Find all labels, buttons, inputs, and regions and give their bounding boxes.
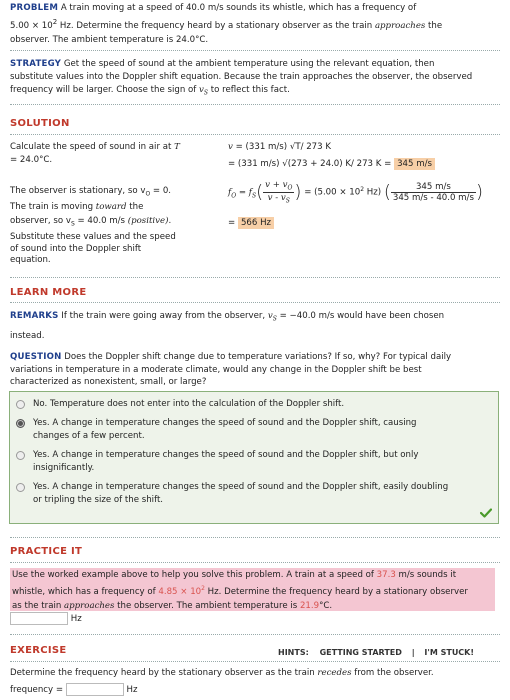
question-block — [10, 351, 500, 389]
paren-close-1: ) — [294, 181, 302, 203]
exercise-recedes: recedes — [317, 668, 352, 678]
frequency-input[interactable] — [66, 683, 124, 696]
option-3[interactable] — [16, 481, 486, 506]
learn-more-title: LEARN MORE — [10, 287, 87, 298]
doppler-fs-sub: S — [251, 192, 257, 200]
option-2-line-2: insignificantly. — [33, 462, 95, 473]
doppler-mid: = (5.00 × 10 — [304, 187, 361, 198]
eq1-v: v — [228, 142, 233, 152]
step3-line-3: equation. — [10, 255, 51, 265]
problem-text-1: A train moving at a speed of 40.0 m/s sounds its whistle, which has a frequency of — [60, 3, 417, 13]
strategy-block — [10, 58, 500, 100]
fraction-1 — [263, 180, 294, 204]
option-2-text — [33, 449, 418, 474]
remarks-label: REMARKS — [10, 311, 59, 321]
exercise-title: EXERCISE — [10, 645, 67, 656]
exercise-unit: Hz — [126, 685, 138, 695]
step2-text-2a: The train is moving — [10, 202, 96, 213]
step2-text-1: The observer is stationary, so v — [10, 186, 146, 196]
hint-separator: | — [411, 648, 415, 657]
practice-text-1a: Use the worked example above to help you solve this problem. A train at a speed of — [12, 570, 377, 580]
result-equals: = — [228, 218, 236, 228]
frac1-den-sub: S — [285, 197, 290, 205]
problem-text-2b: Hz. Determine the frequency heard by a stationary observer as the train — [57, 20, 375, 31]
exercise-answer-row — [10, 683, 138, 696]
practice-speed-value: 37.3 — [376, 570, 396, 580]
solution-step-3 — [10, 232, 210, 267]
remarks-var: v — [267, 311, 273, 321]
exercise-text — [10, 668, 500, 678]
divider-2 — [10, 104, 500, 105]
remarks-block — [10, 308, 500, 345]
option-2[interactable] — [16, 449, 486, 474]
option-1-line-1: Yes. A change in temperature changes the speed of sound and the Doppler shift, causing — [33, 418, 417, 428]
exercise-text-b: from the observer. — [351, 668, 434, 678]
step1-T: T — [174, 142, 180, 152]
fraction-2-num: 345 m/s — [391, 182, 476, 193]
step2-line-1 — [10, 185, 210, 201]
radio-option-1-selected[interactable] — [16, 419, 25, 428]
option-3-line-1: Yes. A change in temperature changes the speed of sound and the Doppler shift, easily doubling — [33, 482, 449, 492]
speed-result: 345 m/s — [394, 158, 435, 170]
remarks-line-2: instead. — [10, 330, 45, 341]
frac1-num-sub: O — [287, 184, 293, 192]
fraction-2-den: 345 m/s - 40.0 m/s — [392, 192, 474, 203]
problem-line-2 — [10, 15, 500, 33]
strategy-text-1: Get the speed of sound at the ambient temperature using the relevant equation, then — [63, 59, 435, 69]
practice-text-1b: m/s sounds it — [395, 570, 457, 580]
remarks-line-1 — [10, 308, 500, 328]
practice-text-3a: as the train — [12, 600, 65, 611]
option-0-text — [33, 398, 344, 410]
option-0-line-1: No. Temperature does not enter into the calculation of the Doppler shift. — [33, 399, 345, 409]
step2-toward: toward — [95, 202, 127, 213]
step2-text-3b: = 40.0 m/s — [74, 215, 128, 226]
practice-line-3 — [12, 599, 495, 613]
problem-text-2a: 5.00 × 10 — [10, 20, 53, 31]
eq1-rhs: = (331 m/s) √T/ 273 K — [235, 142, 331, 152]
problem-line-3: observer. The ambient temperature is 24.0°C. — [10, 34, 209, 45]
problem-line-1 — [10, 1, 500, 15]
option-1-line-2: changes of a few percent. — [33, 430, 145, 441]
strategy-sub: S — [203, 89, 209, 97]
practice-title: PRACTICE IT — [10, 546, 83, 557]
remarks-sub: S — [272, 315, 277, 323]
doppler-equation — [228, 180, 483, 204]
step2-text-2b: the — [126, 202, 144, 213]
step2-sub-s: S — [70, 220, 75, 228]
frac1-den-text: v - v — [267, 192, 286, 203]
divider-6 — [10, 537, 500, 538]
eq2-text: = (331 m/s) √(273 + 24.0) K/ 273 K = — [228, 159, 392, 169]
practice-temp-value: 21.9 — [299, 600, 320, 611]
radio-option-3[interactable] — [16, 483, 25, 492]
divider-8 — [10, 634, 500, 635]
divider-7 — [10, 562, 500, 563]
practice-frequency-value: 4.85 × 10 — [158, 586, 202, 597]
practice-text-2b: Hz. Determine the frequency heard by a stationary observer — [204, 586, 468, 597]
doppler-fs: = f — [238, 187, 252, 198]
doppler-mid-sup: 2 — [360, 185, 365, 193]
step1-text-a: Calculate the speed of sound in air at — [10, 142, 175, 152]
check-icon — [480, 508, 492, 518]
divider-4 — [10, 277, 500, 278]
divider-3 — [10, 134, 500, 135]
divider-9 — [10, 661, 500, 662]
option-2-line-1: Yes. A change in temperature changes the speed of sound and the Doppler shift, but only — [33, 450, 419, 460]
practice-text — [10, 568, 495, 611]
problem-block — [10, 1, 500, 47]
strategy-line-1 — [10, 58, 500, 71]
paren-open-2: ( — [383, 181, 391, 203]
practice-line-2 — [12, 582, 495, 599]
doppler-fo-sub: O — [231, 192, 237, 200]
option-3-line-2: or tripling the size of the shift. — [33, 494, 164, 505]
step2-sub-o: O — [145, 190, 151, 198]
problem-text-2c: the — [425, 20, 443, 31]
problem-approaches: approaches — [374, 20, 426, 31]
practice-frequency-exp: 2 — [201, 585, 205, 592]
practice-text-2a: whistle, which has a frequency of — [12, 586, 159, 597]
strategy-label: STRATEGY — [10, 59, 62, 69]
strategy-var: v — [199, 85, 204, 95]
practice-text-3b: the observer. The ambient temperature is — [114, 600, 300, 611]
option-1-text — [33, 417, 417, 442]
step2-line-2 — [10, 201, 210, 215]
step2-text-3a: observer, so v — [10, 215, 71, 226]
strategy-text-3b: to reflect this fact. — [208, 85, 290, 95]
fraction-1-den — [263, 193, 294, 205]
problem-label: PROBLEM — [10, 3, 59, 13]
question-text-2: variations in temperature in a moderate climate, would any change in the Doppler shift be best — [10, 364, 422, 375]
practice-line-1 — [12, 568, 495, 582]
eq-speed-1 — [228, 141, 331, 154]
question-text-1: Does the Doppler shift change due to temperature variations? If so, why? For typical daily — [64, 352, 452, 362]
strategy-line-2: substitute values into the Doppler shift equation. Because the train approaches the observer, the observed — [10, 72, 473, 82]
step3-line-1: Substitute these values and the speed — [10, 232, 176, 242]
option-0[interactable] — [16, 398, 486, 410]
hints-label: HINTS: — [278, 648, 309, 657]
step2-line-3 — [10, 215, 210, 231]
option-3-text — [33, 481, 448, 506]
step2-text-1b: = 0. — [150, 186, 172, 196]
doppler-fo: f — [228, 187, 232, 198]
step2-positive: (positive) — [127, 215, 169, 226]
question-line-1 — [10, 351, 500, 364]
hints-bar — [278, 648, 474, 657]
divider-1 — [10, 50, 500, 51]
paren-open-1: ( — [256, 181, 264, 203]
step3-line-2: of sound into the Doppler shift — [10, 243, 142, 254]
hint-im-stuck-link[interactable]: I'M STUCK! — [424, 648, 475, 657]
practice-text-3c: °C. — [319, 600, 333, 611]
solution-title: SOLUTION — [10, 118, 70, 129]
problem-exponent: 2 — [52, 18, 58, 26]
doppler-result — [228, 218, 274, 228]
paren-close-2: ) — [475, 181, 483, 203]
hint-getting-started-link[interactable]: GETTING STARTED — [319, 648, 402, 657]
question-label: QUESTION — [10, 352, 62, 362]
eq-speed-2 — [228, 158, 435, 171]
answer-options — [9, 391, 499, 524]
strategy-text-3a: frequency will be larger. Choose the sign of — [10, 85, 200, 95]
divider-5 — [10, 302, 500, 303]
practice-approaches: approaches — [64, 600, 115, 611]
fraction-2 — [391, 182, 476, 203]
remarks-text-a: If the train were going away from the observer, — [61, 311, 268, 321]
practice-unit: Hz — [70, 614, 82, 624]
practice-answer-row — [10, 612, 82, 625]
step1-text-b: = 24.0°C. — [10, 155, 53, 165]
exercise-text-a: Determine the frequency heard by the stationary observer as the train — [10, 668, 318, 678]
solution-step-1 — [10, 141, 200, 167]
frac1-num-text: v + v — [265, 180, 288, 190]
practice-answer-input[interactable] — [10, 612, 68, 625]
frequency-label: frequency = — [10, 685, 64, 695]
question-text-3: characterized as nonexistent, small, or large? — [10, 377, 207, 387]
frequency-result: 566 Hz — [238, 217, 274, 229]
remarks-text-b: = −40.0 m/s would have been chosen — [276, 311, 445, 321]
fraction-1-num — [263, 180, 294, 193]
radio-option-2[interactable] — [16, 451, 25, 460]
doppler-mid2: Hz) — [364, 187, 382, 198]
radio-option-0[interactable] — [16, 400, 25, 409]
solution-step-2 — [10, 185, 210, 231]
option-1[interactable] — [16, 417, 486, 442]
strategy-line-3 — [10, 84, 500, 100]
step2-text-3c: . — [168, 215, 172, 226]
